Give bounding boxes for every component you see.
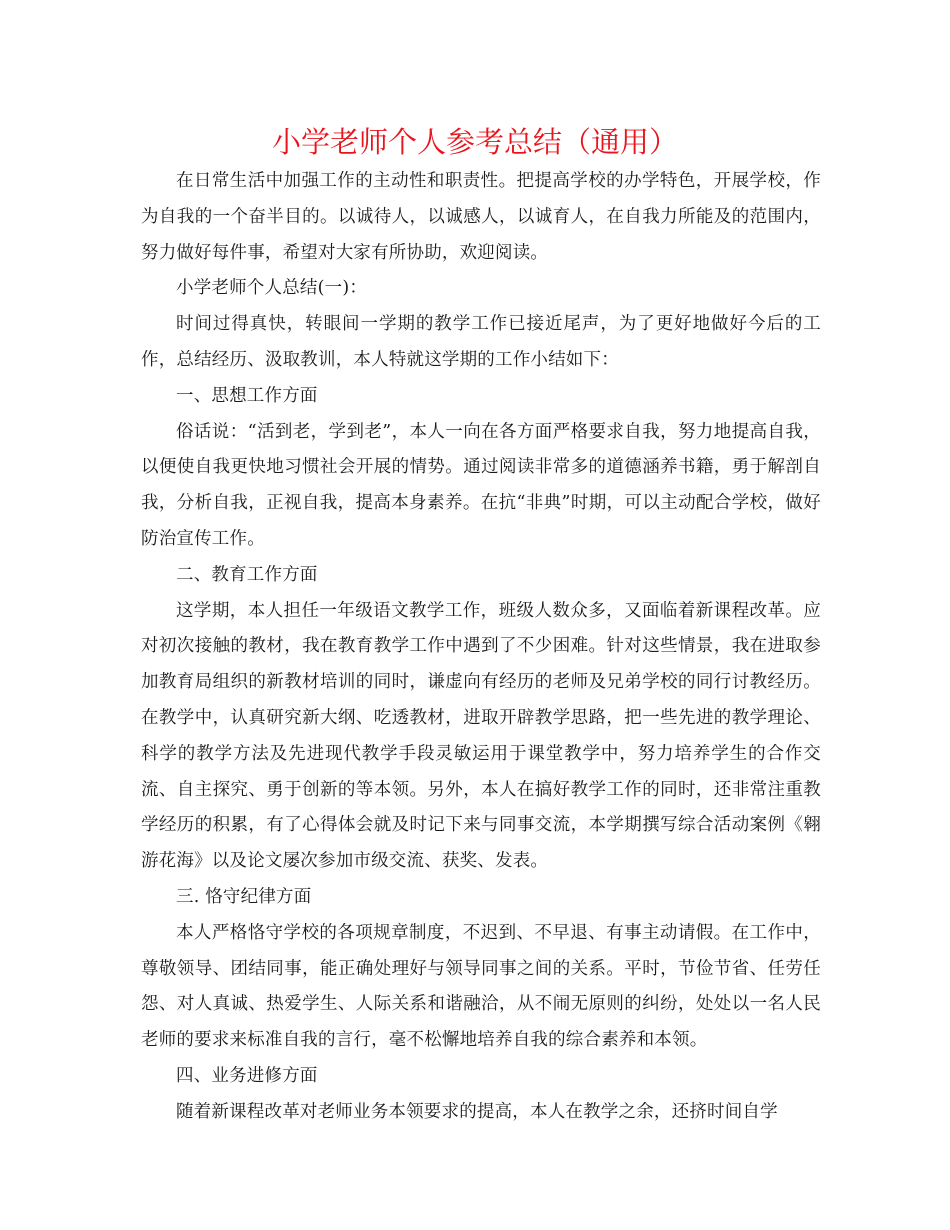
section-heading-ideology: 一、思想工作方面: [176, 385, 318, 406]
intro-paragraph: 在日常生活中加强工作的主动性和职责性。把提高学校的办学特色，开展学校，作为自我的一个奋半目的。以诚待人，以诚感人，以诚育人，在自我力所能及的范围内，努力做好每件事，希望对大家有所协助，欢迎阅读。: [141, 171, 821, 263]
ideology-paragraph: 俗话说：“活到老，学到老”，本人一向在各方面严格要求自我，努力地提高自我，以便使自我更快地习惯社会开展的情势。通过阅读非常多的道德涵养书籍，勇于解剖自我，分析自我，正视自我，提高本身素养。在抗“非典”时期，可以主动配合学校，做好防治宣传工作。: [141, 421, 821, 549]
education-paragraph: 这学期，本人担任一年级语文教学工作，班级人数众多，又面临着新课程改革。应对初次接触的教材，我在教育教学工作中遇到了不少困难。针对这些情景，我在进取参加教育局组织的新教材培训的同时，谦虚向有经历的老师及兄弟学校的同行讨教经历。在教学中，认真研究新大纲、吃透教材，进取开辟教学思路，把一些先进的教学理论、科学的教学方法及先进现代教学手段灵敏运用于课堂教学中，努力培养学生的合作交流、自主探究、勇于创新的等本领。另外，本人在搞好教学工作的同时，还非常注重教学经历的积累，有了心得体会就及时记下来与同事交流，本学期撰写综合活动案例《翱游花海》以及论文屡次参加市级交流、获奖、发表。: [141, 600, 821, 872]
document-title: 小学老师个人参考总结（通用）: [271, 125, 678, 159]
section-heading-education: 二、教育工作方面: [176, 564, 318, 585]
discipline-paragraph: 本人严格恪守学校的各项规章制度，不迟到、不早退、有事主动请假。在工作中，尊敬领导、团结同事，能正确处理好与领导同事之间的关系。平时，节俭节省、任劳任怨、对人真诚、热爱学生、人际关系和谐融洽，从不闹无原则的纠纷，处处以一名人民老师的要求来标准自我的言行，毫不松懈地培养自我的综合素养和本领。: [141, 922, 821, 1051]
opening-paragraph: 时间过得真快，转眼间一学期的教学工作已接近尾声，为了更好地做好今后的工作，总结经历、汲取教训，本人特就这学期的工作小结如下：: [141, 314, 821, 370]
section-heading-study: 四、业务进修方面: [176, 1065, 318, 1086]
summary-heading: 小学老师个人总结(一)：: [176, 278, 368, 299]
study-paragraph: 随着新课程改革对老师业务本领要求的提高，本人在教学之余，还挤时间自学: [176, 1101, 778, 1122]
document-body: [141, 164, 821, 1131]
section-heading-discipline: 三. 恪守纪律方面: [176, 886, 312, 907]
